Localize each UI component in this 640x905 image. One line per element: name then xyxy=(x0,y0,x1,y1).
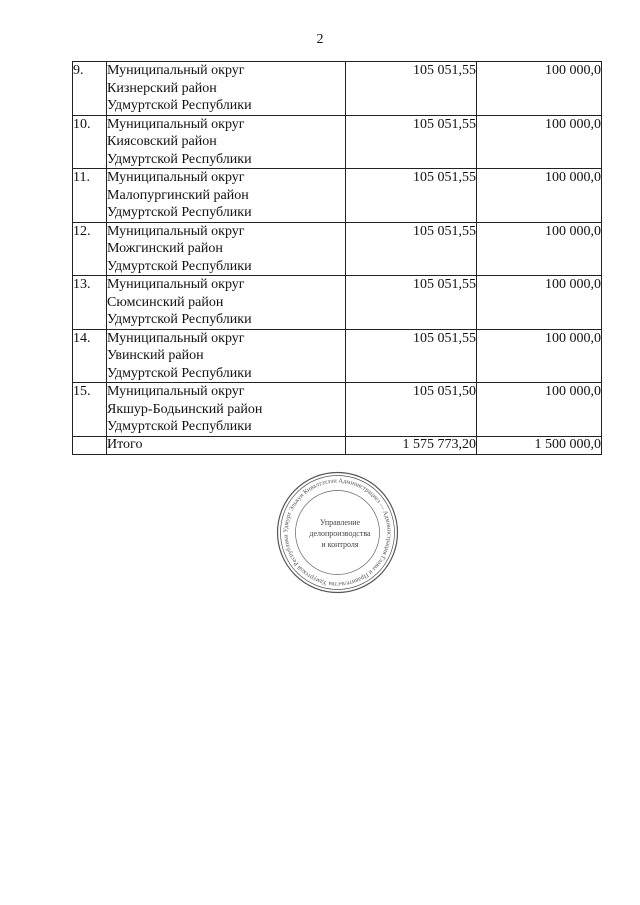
table-row xyxy=(73,115,602,169)
amount-2: 100 000,0 xyxy=(477,276,602,330)
amount-2: 100 000,0 xyxy=(477,383,602,437)
row-number: 11. xyxy=(73,169,107,223)
page-number: 2 xyxy=(316,32,324,47)
row-number: 14. xyxy=(73,329,107,383)
municipality-name-line: Муниципальный округ xyxy=(107,330,245,346)
municipality-name xyxy=(107,222,346,276)
row-number: 15. xyxy=(73,383,107,437)
amount-1: 105 051,55 xyxy=(346,115,477,169)
total-num-cell xyxy=(73,436,107,454)
table-row xyxy=(73,222,602,276)
municipality-name-line: Удмуртской Республики xyxy=(107,365,252,381)
allocation-table-body xyxy=(73,62,602,455)
amount-2: 100 000,0 xyxy=(477,115,602,169)
municipality-name-line: Удмуртской Республики xyxy=(107,98,252,113)
municipality-name-line: Муниципальный округ xyxy=(107,63,245,78)
amount-1: 105 051,55 xyxy=(346,329,477,383)
amount-1: 105 051,50 xyxy=(346,383,477,437)
municipality-name-line: Киясовский район xyxy=(107,134,217,149)
amount-2: 100 000,0 xyxy=(477,329,602,383)
municipality-name-line: Муниципальный округ xyxy=(107,277,245,292)
municipality-name-line: Удмуртской Республики xyxy=(107,151,252,167)
municipality-name xyxy=(107,169,346,223)
stamp-line-3: и контроля xyxy=(321,540,359,549)
stamp-line-1: Управление xyxy=(319,518,361,527)
table-row xyxy=(73,329,602,383)
municipality-name-line: Кизнерский район xyxy=(107,80,217,96)
row-number: 12. xyxy=(73,222,107,276)
table-row xyxy=(73,276,602,330)
municipality-name xyxy=(107,115,346,169)
amount-1: 105 051,55 xyxy=(346,62,477,116)
amount-1: 105 051,55 xyxy=(346,222,477,276)
municipality-name-line: Сюмсинский район xyxy=(107,294,224,310)
total-row xyxy=(73,436,602,454)
municipality-name-line: Удмуртской Республики xyxy=(107,312,252,327)
table-row xyxy=(73,62,602,116)
row-number: 10. xyxy=(73,115,107,169)
table-row xyxy=(73,383,602,437)
amount-1: 105 051,55 xyxy=(346,169,477,223)
municipality-name-line: Удмуртской Республики xyxy=(107,205,252,220)
municipality-name-line: Муниципальный округ xyxy=(107,384,245,399)
municipality-name xyxy=(107,383,346,437)
municipality-name-line: Увинский район xyxy=(107,348,204,363)
row-number: 13. xyxy=(73,276,107,330)
municipality-name-line: Можгинский район xyxy=(107,241,223,256)
amount-2: 100 000,0 xyxy=(477,169,602,223)
stamp-line-2: делопроизводства xyxy=(309,529,371,538)
municipality-name xyxy=(107,62,346,116)
municipality-name xyxy=(107,329,346,383)
municipality-name-line: Малопургинский район xyxy=(107,187,249,203)
stamp-center-text xyxy=(305,517,375,550)
total-label: Итого xyxy=(107,436,346,454)
municipality-name-line: Муниципальный округ xyxy=(107,116,245,132)
table-row xyxy=(73,169,602,223)
allocation-table xyxy=(72,61,602,455)
municipality-name xyxy=(107,276,346,330)
municipality-name-line: Муниципальный округ xyxy=(107,170,245,185)
municipality-name-line: Удмуртской Республики xyxy=(107,419,252,434)
municipality-name-line: Удмуртской Республики xyxy=(107,258,252,274)
amount-1: 105 051,55 xyxy=(346,276,477,330)
municipality-name-line: Якшур-Бодьинский район xyxy=(107,401,263,417)
total-sum-1: 1 575 773,20 xyxy=(346,436,477,454)
amount-2: 100 000,0 xyxy=(477,222,602,276)
municipality-name-line: Муниципальный округ xyxy=(107,223,245,239)
stamp-ring-textpath: Удмурт Элькун Кивалтэтлэн Администрациез — Администрация Главы и Правительства Удмуртской Республики xyxy=(282,477,393,588)
row-number: 9. xyxy=(73,62,107,116)
amount-2: 100 000,0 xyxy=(477,62,602,116)
total-sum-2: 1 500 000,0 xyxy=(477,436,602,454)
